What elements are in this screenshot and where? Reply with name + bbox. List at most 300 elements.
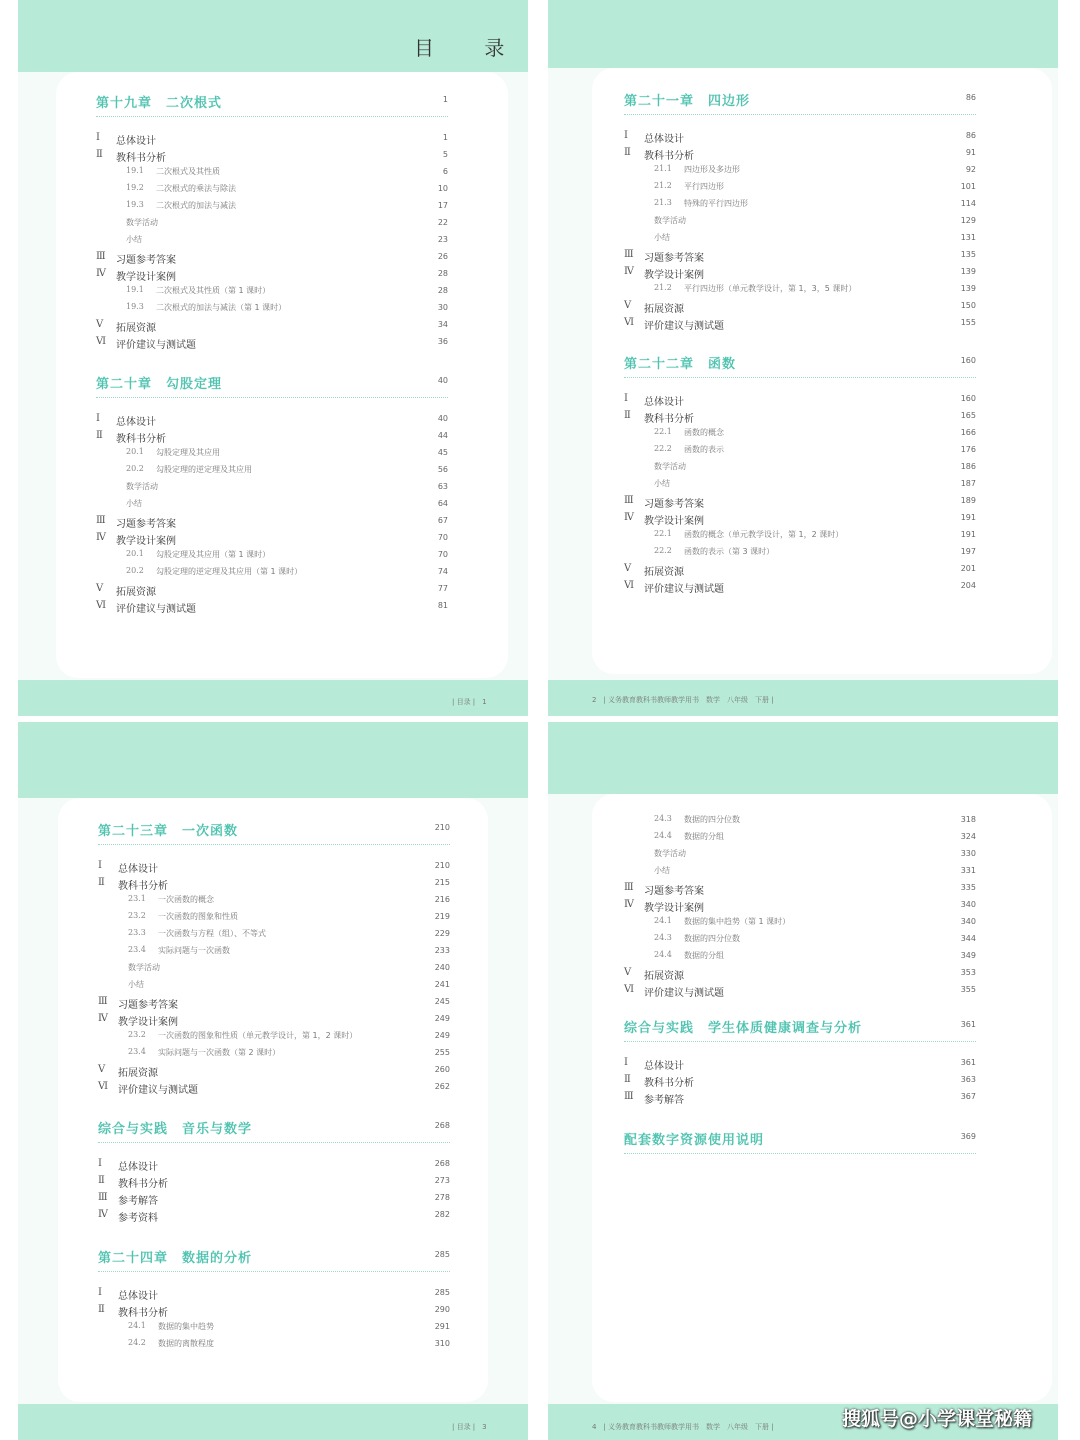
entry-label: 评价建议与测试题 xyxy=(644,321,724,332)
entry-page-number: 17 xyxy=(437,201,448,210)
entry-label: 总体设计 xyxy=(644,1061,684,1072)
toc-subentry[interactable] xyxy=(624,444,976,461)
chapter-title[interactable]: 综合与实践 学生体质健康调查与分析 xyxy=(624,1021,863,1036)
entry-number: Ⅵ xyxy=(96,600,107,611)
entry-page-number: 310 xyxy=(434,1339,450,1348)
entry-label: 小结 xyxy=(128,980,144,989)
entry-label: 教科书分析 xyxy=(116,434,166,445)
entry-number: Ⅰ xyxy=(624,130,628,141)
entry-label: 勾股定理及其应用（第 1 课时） xyxy=(156,550,271,559)
entry-number: 20.1 xyxy=(126,447,144,456)
entry-page-number: 166 xyxy=(960,428,976,437)
toc-subentry[interactable] xyxy=(98,979,450,996)
entry-number: 21.2 xyxy=(654,181,672,190)
entry-number: Ⅱ xyxy=(624,147,631,158)
entry-label: 总体设计 xyxy=(644,397,684,408)
toc-subentry[interactable] xyxy=(96,217,448,234)
toc-subentry[interactable] xyxy=(624,427,976,444)
toc-subentry[interactable] xyxy=(96,498,448,515)
toc-subentry[interactable] xyxy=(98,928,450,945)
entry-label: 评价建议与测试题 xyxy=(116,604,196,615)
entry-label: 教学设计案例 xyxy=(116,536,176,547)
entry-page-number: 10 xyxy=(437,184,448,193)
entry-number: 22.2 xyxy=(654,444,672,453)
toc-entry[interactable] xyxy=(624,899,976,916)
entry-label: 拓展资源 xyxy=(116,587,156,598)
entry-label: 参考解答 xyxy=(118,1196,158,1207)
entry-number: Ⅱ xyxy=(624,1074,631,1085)
entry-page-number: 361 xyxy=(960,1058,976,1067)
toc-subentry[interactable] xyxy=(96,447,448,464)
entry-number: Ⅳ xyxy=(624,899,634,910)
entry-page-number: 91 xyxy=(965,148,976,157)
entry-number: Ⅰ xyxy=(98,860,102,871)
chapter-page-number: 86 xyxy=(965,93,976,102)
toc-entry[interactable] xyxy=(624,495,976,512)
toc-entry[interactable] xyxy=(624,317,976,334)
entry-label: 二次根式及其性质 xyxy=(156,167,220,176)
entry-page-number: 114 xyxy=(960,199,976,208)
toc-entry[interactable] xyxy=(624,130,976,147)
entry-page-number: 28 xyxy=(437,286,448,295)
toc-entry[interactable] xyxy=(624,249,976,266)
entry-page-number: 5 xyxy=(442,150,448,159)
entry-number: Ⅵ xyxy=(624,984,635,995)
entry-label: 数据的集中趋势（第 1 课时） xyxy=(684,917,791,926)
entry-label: 教科书分析 xyxy=(644,414,694,425)
entry-number: Ⅲ xyxy=(98,1192,108,1203)
entry-number: Ⅱ xyxy=(98,877,105,888)
toc-subentry[interactable] xyxy=(624,181,976,198)
entry-label: 习题参考答案 xyxy=(644,886,704,897)
entry-page-number: 353 xyxy=(960,968,976,977)
entry-page-number: 330 xyxy=(960,849,976,858)
entry-page-number: 155 xyxy=(960,318,976,327)
entry-page-number: 40 xyxy=(437,414,448,423)
toc-subentry[interactable] xyxy=(98,1321,450,1338)
entry-page-number: 160 xyxy=(960,394,976,403)
entry-label: 特殊的平行四边形 xyxy=(684,199,748,208)
entry-label: 拓展资源 xyxy=(644,567,684,578)
toc-entry[interactable] xyxy=(98,1192,450,1209)
entry-label: 数据的四分位数 xyxy=(684,934,740,943)
toc-entry[interactable] xyxy=(624,563,976,580)
entry-page-number: 241 xyxy=(434,980,450,989)
entry-number: 22.1 xyxy=(654,529,672,538)
entry-page-number: 318 xyxy=(960,815,976,824)
entry-page-number: 187 xyxy=(960,479,976,488)
entry-number: 23.3 xyxy=(128,928,146,937)
toc-subentry[interactable] xyxy=(624,283,976,300)
toc-subentry[interactable] xyxy=(624,478,976,495)
toc-subentry[interactable] xyxy=(624,215,976,232)
entry-page-number: 92 xyxy=(965,165,976,174)
entry-page-number: 165 xyxy=(960,411,976,420)
page-header-band xyxy=(18,722,528,798)
entry-page-number: 26 xyxy=(437,252,448,261)
entry-label: 实际问题与一次函数（第 2 课时） xyxy=(158,1048,281,1057)
entry-label: 二次根式的乘法与除法 xyxy=(156,184,236,193)
entry-number: 24.4 xyxy=(654,831,672,840)
toc-subentry[interactable] xyxy=(624,814,976,831)
entry-label: 教科书分析 xyxy=(644,151,694,162)
entry-page-number: 191 xyxy=(960,530,976,539)
entry-page-number: 335 xyxy=(960,883,976,892)
watermark: 搜狐号@小学课堂秘籍 xyxy=(842,1408,1033,1430)
entry-number: Ⅰ xyxy=(624,1057,628,1068)
entry-label: 评价建议与测试题 xyxy=(118,1085,198,1096)
entry-label: 教科书分析 xyxy=(118,1308,168,1319)
chapter-title[interactable]: 综合与实践 音乐与数学 xyxy=(98,1122,253,1137)
toc-subentry[interactable] xyxy=(96,302,448,319)
toc-entry[interactable] xyxy=(98,1081,450,1098)
chapter-page-number: 160 xyxy=(960,356,976,365)
entry-number: Ⅲ xyxy=(624,882,634,893)
chapter-title[interactable]: 第二十三章 一次函数 xyxy=(98,824,239,839)
entry-page-number: 290 xyxy=(434,1305,450,1314)
entry-number: Ⅵ xyxy=(624,580,635,591)
toc-subentry[interactable] xyxy=(96,481,448,498)
entry-number: Ⅱ xyxy=(96,149,103,160)
chapter-page-number: 285 xyxy=(434,1250,450,1259)
entry-label: 小结 xyxy=(126,499,142,508)
entry-label: 教学设计案例 xyxy=(644,270,704,281)
entry-page-number: 23 xyxy=(437,235,448,244)
entry-label: 一次函数与方程（组）、不等式 xyxy=(158,929,266,938)
toc-subentry[interactable] xyxy=(624,232,976,249)
entry-page-number: 64 xyxy=(437,499,448,508)
chapter-title[interactable]: 配套数字资源使用说明 xyxy=(624,1133,765,1148)
entry-label: 习题参考答案 xyxy=(118,1000,178,1011)
toc-subentry[interactable] xyxy=(96,234,448,251)
entry-page-number: 150 xyxy=(960,301,976,310)
entry-number: 24.3 xyxy=(654,814,672,823)
chapter-divider xyxy=(624,1153,976,1154)
chapter-page-number: 1 xyxy=(442,95,448,104)
entry-label: 教学设计案例 xyxy=(116,272,176,283)
entry-number: 24.1 xyxy=(654,916,672,925)
entry-number: Ⅴ xyxy=(96,319,104,330)
entry-page-number: 249 xyxy=(434,1014,450,1023)
entry-number: 21.3 xyxy=(654,198,672,207)
toc-subentry[interactable] xyxy=(96,183,448,200)
toc-entry[interactable] xyxy=(624,984,976,1001)
entry-label: 参考解答 xyxy=(644,1095,684,1106)
entry-label: 四边形及多边形 xyxy=(684,165,740,174)
chapter-page-number: 369 xyxy=(960,1132,976,1141)
entry-page-number: 282 xyxy=(434,1210,450,1219)
entry-page-number: 245 xyxy=(434,997,450,1006)
toc-entry[interactable] xyxy=(98,1158,450,1175)
entry-page-number: 135 xyxy=(960,250,976,259)
chapter-divider xyxy=(96,397,448,398)
entry-number: 24.2 xyxy=(128,1338,146,1347)
toc-entry[interactable] xyxy=(98,860,450,877)
entry-number: 20.2 xyxy=(126,464,144,473)
entry-page-number: 67 xyxy=(437,516,448,525)
page-footer: | 目录 | 1 xyxy=(452,698,487,706)
entry-label: 参考资料 xyxy=(118,1213,158,1224)
entry-number: Ⅲ xyxy=(624,249,634,260)
toc-subentry[interactable] xyxy=(98,1030,450,1047)
entry-number: 24.4 xyxy=(654,950,672,959)
toc-title: 目 录 xyxy=(414,36,527,60)
entry-number: Ⅰ xyxy=(96,413,100,424)
toc-entry[interactable] xyxy=(96,413,448,430)
chapter-title[interactable]: 第二十章 勾股定理 xyxy=(96,377,223,392)
toc-subentry[interactable] xyxy=(98,1338,450,1355)
toc-entry[interactable] xyxy=(96,132,448,149)
chapter-title[interactable]: 第十九章 二次根式 xyxy=(96,96,223,111)
toc-entry[interactable] xyxy=(96,532,448,549)
entry-label: 数学活动 xyxy=(126,482,158,491)
entry-label: 实际问题与一次函数 xyxy=(158,946,230,955)
entry-label: 数学活动 xyxy=(654,849,686,858)
entry-page-number: 131 xyxy=(960,233,976,242)
toc-entry[interactable] xyxy=(98,1304,450,1321)
toc-subentry[interactable] xyxy=(96,464,448,481)
toc-subentry[interactable] xyxy=(624,198,976,215)
entry-page-number: 129 xyxy=(960,216,976,225)
entry-number: 22.1 xyxy=(654,427,672,436)
page-footer: | 目录 | 3 xyxy=(452,1423,487,1431)
entry-label: 数学活动 xyxy=(126,218,158,227)
entry-page-number: 81 xyxy=(437,601,448,610)
entry-number: Ⅰ xyxy=(624,393,628,404)
entry-number: Ⅳ xyxy=(98,1013,108,1024)
entry-number: 23.2 xyxy=(128,1030,146,1039)
toc-entry[interactable] xyxy=(96,600,448,617)
entry-label: 平行四边形 xyxy=(684,182,724,191)
toc-entry[interactable] xyxy=(98,1287,450,1304)
entry-number: 23.4 xyxy=(128,1047,146,1056)
entry-page-number: 74 xyxy=(437,567,448,576)
entry-page-number: 139 xyxy=(960,284,976,293)
entry-number: Ⅲ xyxy=(96,251,106,262)
chapter-divider xyxy=(624,1041,976,1042)
entry-page-number: 45 xyxy=(437,448,448,457)
entry-label: 总体设计 xyxy=(118,864,158,875)
entry-page-number: 30 xyxy=(437,303,448,312)
entry-page-number: 101 xyxy=(960,182,976,191)
toc-entry[interactable] xyxy=(624,266,976,283)
entry-number: Ⅳ xyxy=(96,268,106,279)
toc-subentry[interactable] xyxy=(96,549,448,566)
toc-subentry[interactable] xyxy=(98,1047,450,1064)
entry-page-number: 291 xyxy=(434,1322,450,1331)
toc-entry[interactable] xyxy=(98,1013,450,1030)
entry-label: 数学活动 xyxy=(128,963,160,972)
toc-entry[interactable] xyxy=(624,580,976,597)
entry-number: Ⅲ xyxy=(96,515,106,526)
toc-entry[interactable] xyxy=(98,1209,450,1226)
chapter-divider xyxy=(98,1142,450,1143)
toc-entry[interactable] xyxy=(96,515,448,532)
entry-label: 习题参考答案 xyxy=(116,255,176,266)
chapter-divider xyxy=(624,114,976,115)
toc-entry[interactable] xyxy=(96,268,448,285)
toc-entry[interactable] xyxy=(624,1057,976,1074)
toc-entry[interactable] xyxy=(98,996,450,1013)
entry-label: 教学设计案例 xyxy=(118,1017,178,1028)
entry-number: Ⅱ xyxy=(98,1304,105,1315)
entry-label: 数据的集中趋势 xyxy=(158,1322,214,1331)
entry-number: 21.1 xyxy=(654,164,672,173)
toc-subentry[interactable] xyxy=(98,962,450,979)
entry-label: 数据的四分位数 xyxy=(684,815,740,824)
entry-label: 小结 xyxy=(654,866,670,875)
entry-label: 函数的表示（第 3 课时） xyxy=(684,547,775,556)
entry-label: 习题参考答案 xyxy=(116,519,176,530)
toc-entry[interactable] xyxy=(96,251,448,268)
entry-page-number: 331 xyxy=(960,866,976,875)
toc-entry[interactable] xyxy=(624,393,976,410)
entry-number: 19.1 xyxy=(126,166,144,175)
entry-number: 19.3 xyxy=(126,302,144,311)
toc-entry[interactable] xyxy=(624,882,976,899)
page-header-band xyxy=(548,0,1058,68)
toc-entry[interactable] xyxy=(98,1175,450,1192)
toc-entry[interactable] xyxy=(624,147,976,164)
entry-label: 评价建议与测试题 xyxy=(116,340,196,351)
entry-page-number: 63 xyxy=(437,482,448,491)
entry-number: 23.4 xyxy=(128,945,146,954)
toc-entry[interactable] xyxy=(98,877,450,894)
entry-number: Ⅴ xyxy=(96,583,104,594)
entry-label: 二次根式的加法与减法（第 1 课时） xyxy=(156,303,287,312)
toc-subentry[interactable] xyxy=(624,461,976,478)
entry-page-number: 191 xyxy=(960,513,976,522)
toc-entry[interactable] xyxy=(96,583,448,600)
entry-page-number: 210 xyxy=(434,861,450,870)
entry-number: Ⅴ xyxy=(624,563,632,574)
toc-subentry[interactable] xyxy=(98,911,450,928)
toc-subentry[interactable] xyxy=(624,933,976,950)
entry-page-number: 70 xyxy=(437,533,448,542)
entry-page-number: 324 xyxy=(960,832,976,841)
entry-label: 教科书分析 xyxy=(118,881,168,892)
entry-page-number: 249 xyxy=(434,1031,450,1040)
entry-label: 数学活动 xyxy=(654,462,686,471)
toc-subentry[interactable] xyxy=(96,200,448,217)
toc-entry[interactable] xyxy=(624,410,976,427)
entry-page-number: 44 xyxy=(437,431,448,440)
toc-subentry[interactable] xyxy=(624,950,976,967)
entry-label: 一次函数的图象和性质（单元教学设计，第 1，2 课时） xyxy=(158,1031,358,1040)
entry-page-number: 367 xyxy=(960,1092,976,1101)
chapter-title[interactable]: 第二十四章 数据的分析 xyxy=(98,1251,253,1266)
entry-label: 教科书分析 xyxy=(116,153,166,164)
chapter-divider xyxy=(98,844,450,845)
entry-number: 21.2 xyxy=(654,283,672,292)
entry-page-number: 340 xyxy=(960,917,976,926)
toc-entry[interactable] xyxy=(96,319,448,336)
chapter-title[interactable]: 第二十一章 四边形 xyxy=(624,94,751,109)
toc-subentry[interactable] xyxy=(98,945,450,962)
entry-label: 勾股定理及其应用 xyxy=(156,448,220,457)
chapter-divider xyxy=(98,1271,450,1272)
entry-number: Ⅴ xyxy=(624,967,632,978)
toc-subentry[interactable] xyxy=(96,285,448,302)
entry-page-number: 28 xyxy=(437,269,448,278)
entry-number: 20.2 xyxy=(126,566,144,575)
toc-entry[interactable] xyxy=(624,1091,976,1108)
entry-label: 函数的概念 xyxy=(684,428,724,437)
entry-label: 评价建议与测试题 xyxy=(644,988,724,999)
toc-subentry[interactable] xyxy=(96,566,448,583)
entry-page-number: 273 xyxy=(434,1176,450,1185)
entry-label: 二次根式及其性质（第 1 课时） xyxy=(156,286,271,295)
page-footer: 4 | 义务教育教科书教师教学用书 数学 八年级 下册 | xyxy=(592,1423,774,1431)
toc-subentry[interactable] xyxy=(96,166,448,183)
entry-number: Ⅱ xyxy=(624,410,631,421)
entry-page-number: 34 xyxy=(437,320,448,329)
entry-label: 函数的表示 xyxy=(684,445,724,454)
entry-number: Ⅵ xyxy=(98,1081,109,1092)
toc-entry[interactable] xyxy=(624,300,976,317)
entry-page-number: 262 xyxy=(434,1082,450,1091)
toc-entry[interactable] xyxy=(96,430,448,447)
entry-label: 拓展资源 xyxy=(116,323,156,334)
entry-page-number: 86 xyxy=(965,131,976,140)
entry-number: Ⅱ xyxy=(96,430,103,441)
entry-number: Ⅰ xyxy=(98,1158,102,1169)
entry-page-number: 77 xyxy=(437,584,448,593)
toc-subentry[interactable] xyxy=(624,831,976,848)
entry-label: 数据的分组 xyxy=(684,832,724,841)
toc-entry[interactable] xyxy=(96,149,448,166)
toc-entry[interactable] xyxy=(624,1074,976,1091)
toc-subentry[interactable] xyxy=(624,848,976,865)
entry-number: Ⅳ xyxy=(624,266,634,277)
entry-page-number: 278 xyxy=(434,1193,450,1202)
entry-number: Ⅴ xyxy=(98,1064,106,1075)
entry-number: Ⅳ xyxy=(98,1209,108,1220)
chapter-page-number: 361 xyxy=(960,1020,976,1029)
toc-subentry[interactable] xyxy=(624,916,976,933)
page-header-band xyxy=(548,722,1058,794)
toc-subentry[interactable] xyxy=(624,529,976,546)
toc-entry[interactable] xyxy=(624,512,976,529)
entry-page-number: 240 xyxy=(434,963,450,972)
entry-label: 数据的离散程度 xyxy=(158,1339,214,1348)
entry-label: 习题参考答案 xyxy=(644,253,704,264)
entry-page-number: 186 xyxy=(960,462,976,471)
entry-label: 函数的概念（单元教学设计，第 1，2 课时） xyxy=(684,530,844,539)
toc-subentry[interactable] xyxy=(624,865,976,882)
toc-entry[interactable] xyxy=(624,967,976,984)
chapter-title[interactable]: 第二十二章 函数 xyxy=(624,357,737,372)
toc-subentry[interactable] xyxy=(624,164,976,181)
entry-page-number: 349 xyxy=(960,951,976,960)
entry-page-number: 1 xyxy=(442,133,448,142)
toc-subentry[interactable] xyxy=(624,546,976,563)
toc-subentry[interactable] xyxy=(98,894,450,911)
toc-entry[interactable] xyxy=(96,336,448,353)
entry-label: 教学设计案例 xyxy=(644,516,704,527)
entry-page-number: 70 xyxy=(437,550,448,559)
entry-label: 教科书分析 xyxy=(644,1078,694,1089)
entry-label: 勾股定理的逆定理及其应用（第 1 课时） xyxy=(156,567,303,576)
entry-page-number: 344 xyxy=(960,934,976,943)
toc-entry[interactable] xyxy=(98,1064,450,1081)
entry-number: Ⅴ xyxy=(624,300,632,311)
entry-label: 勾股定理的逆定理及其应用 xyxy=(156,465,252,474)
entry-page-number: 176 xyxy=(960,445,976,454)
entry-label: 总体设计 xyxy=(118,1162,158,1173)
chapter-divider xyxy=(96,116,448,117)
entry-page-number: 139 xyxy=(960,267,976,276)
